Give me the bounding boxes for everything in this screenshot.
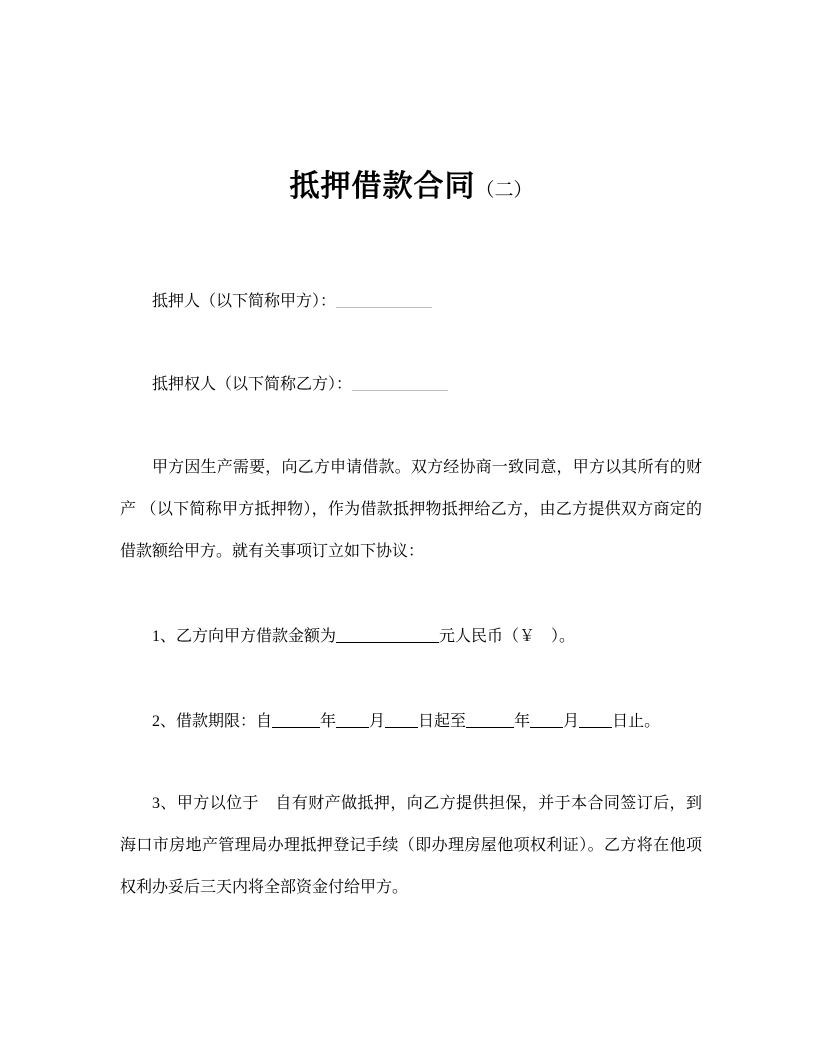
clause-2-text-12: 日止。 [612,713,661,730]
clause-3-mortgage-registration: 3、甲方以位于 自有财产做抵押，向乙方提供担保，并于本合同签订后，到海口市房地产管理局办理抵押登记手续（即办理房屋他项权利证）。乙方将在他项权利办妥后三天内将全部资金付给甲方。 [120,795,702,896]
clause-1-amount-blank-line [336,639,439,643]
clause-2-text-4: 月 [369,713,386,730]
clause-2-text-6: 日起至 [418,713,467,730]
mortgagor-label: 抵押人（以下简称甲方）： [152,293,337,310]
clause-2-blank-line-7 [466,724,514,728]
clause-1-loan-amount [120,616,702,658]
mortgagee-line [120,364,702,406]
clause-2-blank-line-11 [579,724,612,728]
clause-2-blank-line-5 [385,724,418,728]
document-content [120,0,702,909]
clause-2-text-0: 2、借款期限：自 [152,713,273,730]
clause-2-text-10: 月 [563,713,580,730]
clause-2-loan-term [120,701,702,743]
mortgagor-line [120,281,702,323]
clause-2-blank-line-3 [336,724,369,728]
mortgagee-label: 抵押权人（以下简称乙方）： [152,376,353,393]
title-main: 抵押借款合同 [289,170,476,203]
clause-2-text-8: 年 [514,713,531,730]
clause-2-blank-line-1 [272,724,320,728]
clause-2-text-2: 年 [320,713,337,730]
mortgagor-blank-line [336,304,432,308]
mortgagee-blank-line [352,387,448,391]
clause-1-suffix: 元人民币（￥ ）。 [439,628,576,645]
intro-paragraph: 甲方因生产需要，向乙方申请借款。双方经协商一致同意，甲方以其所有的财产 （以下简称甲方抵押物），作为借款抵押物抵押给乙方，由乙方提供双方商定的借款额给甲方。就有关事项订立如下协议： [120,459,702,560]
clause-1-prefix: 1、乙方向甲方借款金额为 [152,628,337,645]
document-title [120,166,702,212]
title-suffix: （二） [475,180,533,201]
clause-2-blank-line-9 [530,724,563,728]
